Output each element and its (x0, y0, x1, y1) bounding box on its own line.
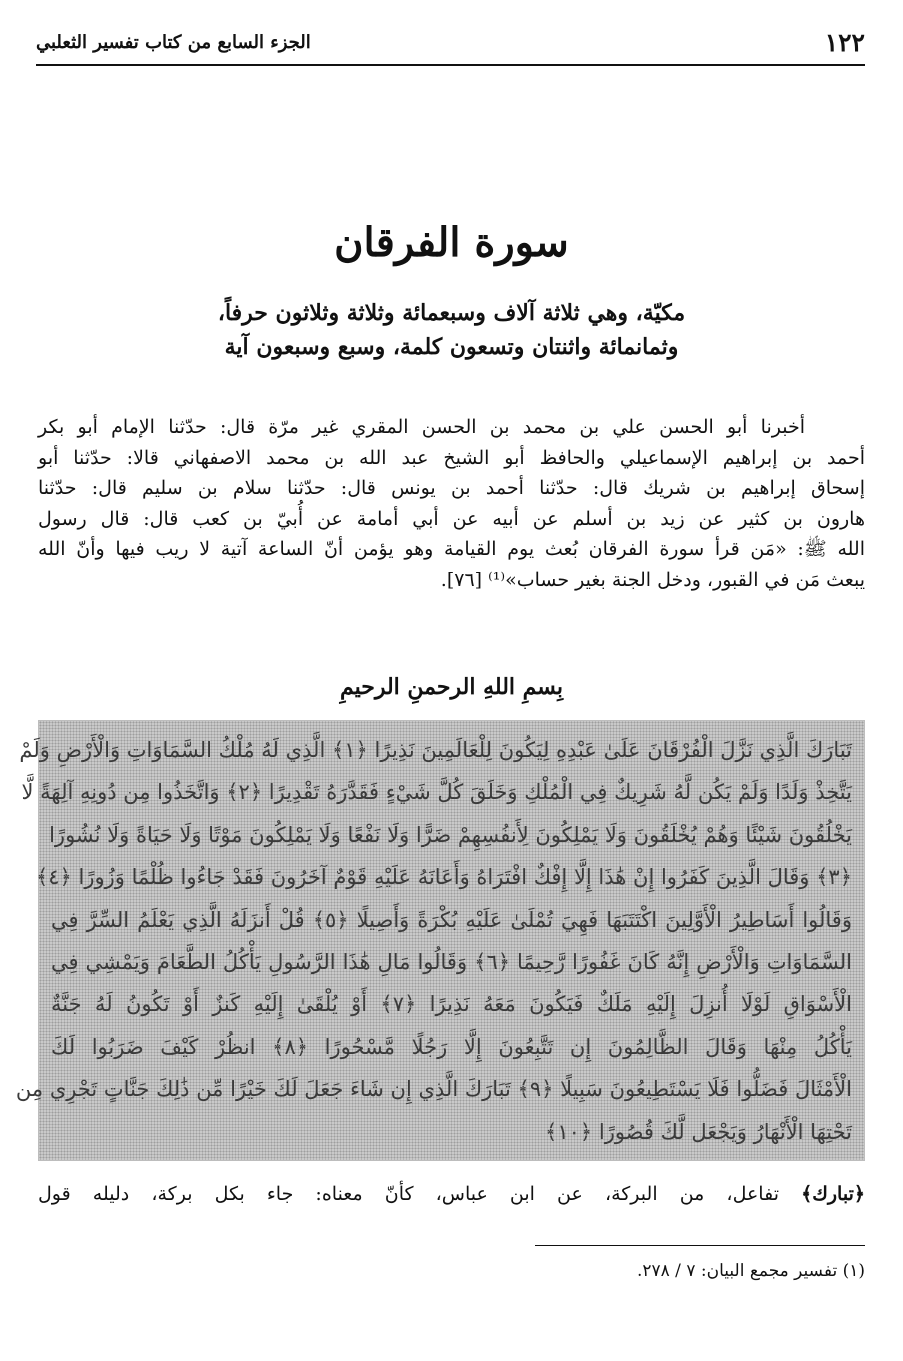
page-number: ١٢٢ (824, 28, 865, 57)
quran-line: الْأَسْوَاقِ لَوْلَا أُنزِلَ إِلَيْهِ مَلَكٌ فَيَكُونَ مَعَهُ نَذِيرًا ﴿٧﴾ أَوْ يُلْقَىٰ إِلَيْهِ كَنزٌ أَوْ تَكُونُ لَهُ جَنَّةٌ (51, 992, 852, 1017)
isnad-line: هارون بن كثير عن زيد بن أسلم عن أبيه عن أبي أمامة عن أُبيّ بن كعب قال: قال رسول (38, 507, 865, 530)
isnad-line: أخبرنا أبو الحسن علي بن محمد بن الحسن المقري غير مرّة قال: حدّثنا الإمام أبو بكر (38, 416, 805, 438)
isnad-line: يبعث مَن في القبور، ودخل الجنة بغير حساب»⁽¹⁾ [٧٦]. (440, 568, 865, 591)
isnad-paragraph (38, 412, 865, 596)
footnote: (١) تفسير مجمع البيان: ٧ / ٢٧٨. (636, 1261, 865, 1281)
surah-title: سورة الفرقان (334, 219, 569, 266)
surah-stats (80, 296, 823, 364)
commentary-line (38, 1178, 865, 1210)
basmala: بِسمِ اللهِ الرحمنِ الرحيمِ (339, 674, 564, 700)
quran-line: تَبَارَكَ الَّذِي نَزَّلَ الْفُرْقَانَ عَلَىٰ عَبْدِهِ لِيَكُونَ لِلْعَالَمِينَ نَذِيرًا ﴿١﴾ الَّذِي لَهُ مُلْكُ السَّمَاوَاتِ وَالْأَرْضِ وَلَمْ (19, 738, 852, 762)
quran-text-block (15, 720, 865, 1161)
commentary-text: تفاعل، من البركة، عن ابن عباس، كأنّ معناه: جاء بكل بركة، دليله قول (38, 1183, 802, 1205)
surah-stats-line-2: وثمانمائة واثنتان وتسعون كلمة، وسبع وسبعون آية (224, 334, 679, 360)
isnad-line: أحمد بن إبراهيم الإسماعيلي والحافظ أبو الشيخ عبد الله بن محمد الاصفهاني قالا: حدّثنا أبو (38, 446, 865, 469)
footnote-divider (535, 1245, 865, 1246)
quran-line: السَّمَاوَاتِ وَالْأَرْضِ إِنَّهُ كَانَ غَفُورًا رَّحِيمًا ﴿٦﴾ وَقَالُوا مَالِ هَٰذَا الرَّسُولِ يَأْكُلُ الطَّعَامَ وَيَمْشِي فِي (51, 949, 852, 974)
commentary-term: ﴿تبارك﴾ (801, 1183, 865, 1205)
isnad-line: الله ﷺ: «مَن قرأ سورة الفرقان بُعث يوم القيامة وهو يؤمن أنّ الساعة آتية لا ريب فيها وأنّ الله (38, 538, 865, 561)
surah-stats-line-1: مكيّة، وهي ثلاثة آلاف وسبعمائة وثلاثة وثلاثون حرفاً، (217, 300, 686, 326)
quran-line: يَتَّخِذْ وَلَدًا وَلَمْ يَكُن لَّهُ شَرِيكٌ فِي الْمُلْكِ وَخَلَقَ كُلَّ شَيْءٍ فَقَدَّرَهُ تَقْدِيرًا ﴿٢﴾ وَاتَّخَذُوا مِن دُونِهِ آلِهَةً لَّا (21, 780, 852, 805)
quran-line: وَقَالُوا أَسَاطِيرُ الْأَوَّلِينَ اكْتَتَبَهَا فَهِيَ تُمْلَىٰ عَلَيْهِ بُكْرَةً وَأَصِيلًا ﴿٥﴾ قُلْ أَنزَلَهُ الَّذِي يَعْلَمُ السِّرَّ فِي (51, 907, 852, 932)
quran-line: الْأَمْثَالَ فَضَلُّوا فَلَا يَسْتَطِيعُونَ سَبِيلًا ﴿٩﴾ تَبَارَكَ الَّذِي إِن شَاءَ جَعَلَ لَكَ خَيْرًا مِّن ذَٰلِكَ جَنَّاتٍ تَجْرِي مِن (15, 1077, 852, 1102)
quran-line: يَأْكُلُ مِنْهَا وَقَالَ الظَّالِمُونَ إِن تَتَّبِعُونَ إِلَّا رَجُلًا مَّسْحُورًا ﴿٨﴾ انظُرْ كَيْفَ ضَرَبُوا لَكَ (51, 1034, 852, 1059)
quran-line: يَخْلُقُونَ شَيْئًا وَهُمْ يُخْلَقُونَ وَلَا يَمْلِكُونَ لِأَنفُسِهِمْ ضَرًّا وَلَا نَفْعًا وَلَا يَمْلِكُونَ مَوْتًا وَلَا حَيَاةً وَلَا نُشُورًا (49, 822, 852, 847)
quran-line: ﴿٣﴾ وَقَالَ الَّذِينَ كَفَرُوا إِنْ هَٰذَا إِلَّا إِفْكٌ افْتَرَاهُ وَأَعَانَهُ عَلَيْهِ قَوْمٌ آخَرُونَ فَقَدْ جَاءُوا ظُلْمًا وَزُورًا ﴿٤﴾ (35, 865, 852, 890)
book-title: الجزء السابع من كتاب تفسير الثعلبي (36, 32, 311, 53)
quran-line: تَحْتِهَا الْأَنْهَارُ وَيَجْعَل لَّكَ قُصُورًا ﴿١٠﴾ (545, 1119, 852, 1144)
isnad-line: إسحاق إبراهيم بن شريك قال: حدّثنا أحمد بن يونس قال: حدّثنا سلام بن سليم قال: حدّثنا (38, 477, 865, 500)
running-header (36, 28, 865, 66)
